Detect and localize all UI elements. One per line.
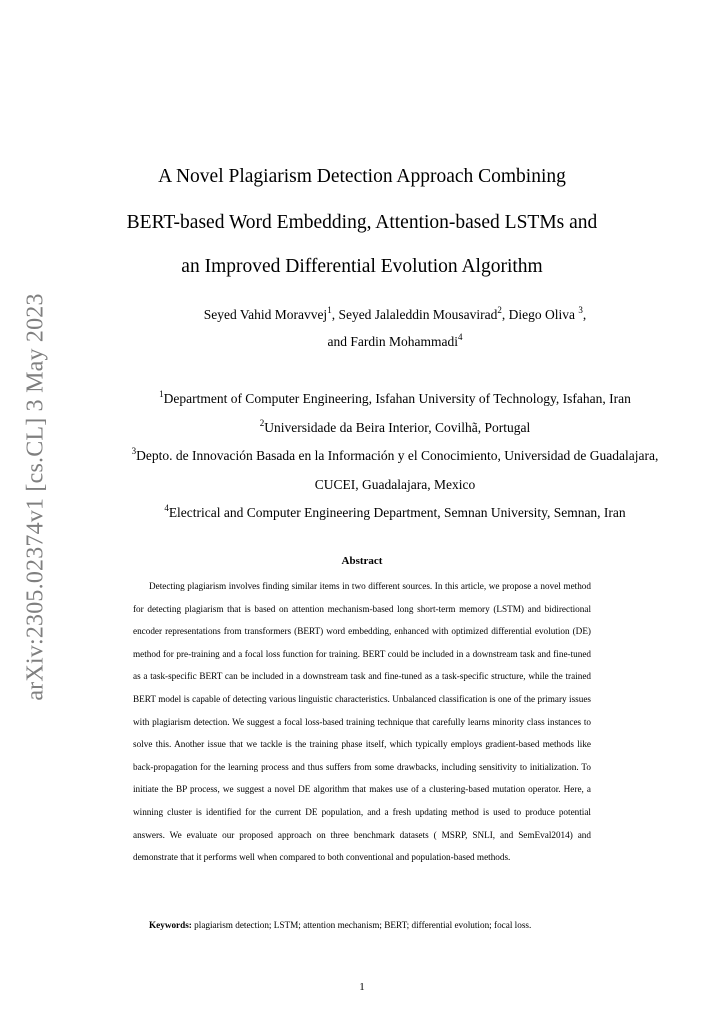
author-affiliation-mark: 2 [497,305,502,315]
keywords-label: Keywords: [149,920,192,930]
paper-title-line-3: an Improved Differential Evolution Algorithm [181,256,543,277]
paper-title-line-1: A Novel Plagiarism Detection Approach Combining [158,166,566,187]
affiliation: $^3$Depto. de Innovación Basada en la Información y el Conocimiento, Universidad de Guadalajara, [131,446,659,463]
affiliation: $^4$Electrical and Computer Engineering Department, Semnan University, Semnan, Iran [164,503,626,520]
author-affiliation-mark: 3 [578,305,583,315]
author-name: Fardin Mohammadi [350,334,458,349]
arxiv-identifier-stamp: arXiv:2305.02374v1 [cs.CL] 3 May 2023 [22,293,49,701]
author-name: Seyed Vahid Moravvej [203,307,328,322]
affiliation: $^1$Department of Computer Engineering, Isfahan University of Technology, Isfahan, Iran [159,389,631,406]
author-affiliation-mark: 1 [327,305,332,315]
abstract-heading: Abstract [341,555,383,567]
author-list-line-2: and Fardin Mohammadi$^4$ [327,332,463,349]
abstract-body: Detecting plagiarism involves finding similar items in two different sources. In this article, we propose a novel method for detecting plagiarism that is based on attention mechanism-based long short-term memory (LSTM) and bidirectional encoder representations from transformers (BERT) word embedding, enhanced with optimized differential evolution (DE) method for pre-training and a focal loss function for training. BERT could be included in a downstream task and fine-tuned as a task-specific BERT can be included in a downstream task and fine-tuned as a task-specific structure, while the trained BERT model is capable of detecting various linguistic characteristics. Unbalanced classification is one of the primary issues with plagiarism detection. We suggest a focal loss-based training technique that carefully learns minority class instances to solve this. Another issue that we tackle is the training phase itself, which typically employs gradient-based methods like back-propagation for the learning process and thus suffers from some drawbacks, including sensitivity to initialization. To initiate the BP process, we suggest a novel DE algorithm that makes use of a clustering-based mutation operator. Here, a winning cluster is identified for the current DE population, and a fresh updating method is used to produce potential answers. We evaluate our proposed approach on three benchmark datasets ( MSRP, SNLI, and SemEval2014) and demonstrate that it performs well when compared to both conventional and population-based methods. [133,581,591,863]
keywords-paragraph [133,914,591,937]
keywords-text: plagiarism detection; LSTM; attention mechanism; BERT; differential evolution; focal loss. [194,920,532,930]
affiliation: $^2$Universidade da Beira Interior, Covilhã, Portugal [259,418,531,435]
affiliation-continued: CUCEI, Guadalajara, Mexico [314,477,476,492]
author-name: Seyed Jalaleddin Mousavirad [338,307,498,322]
author-list-line-1: Seyed Vahid Moravvej$^1$, Seyed Jalaleddin Mousavirad$^2$, Diego Oliva $^3$, [203,305,587,322]
author-name: Diego Oliva [508,307,576,322]
page-number: 1 [359,981,365,993]
paper-title-line-2: BERT-based Word Embedding, Attention-based LSTMs and [126,212,598,233]
author-affiliation-mark: 4 [458,332,463,342]
